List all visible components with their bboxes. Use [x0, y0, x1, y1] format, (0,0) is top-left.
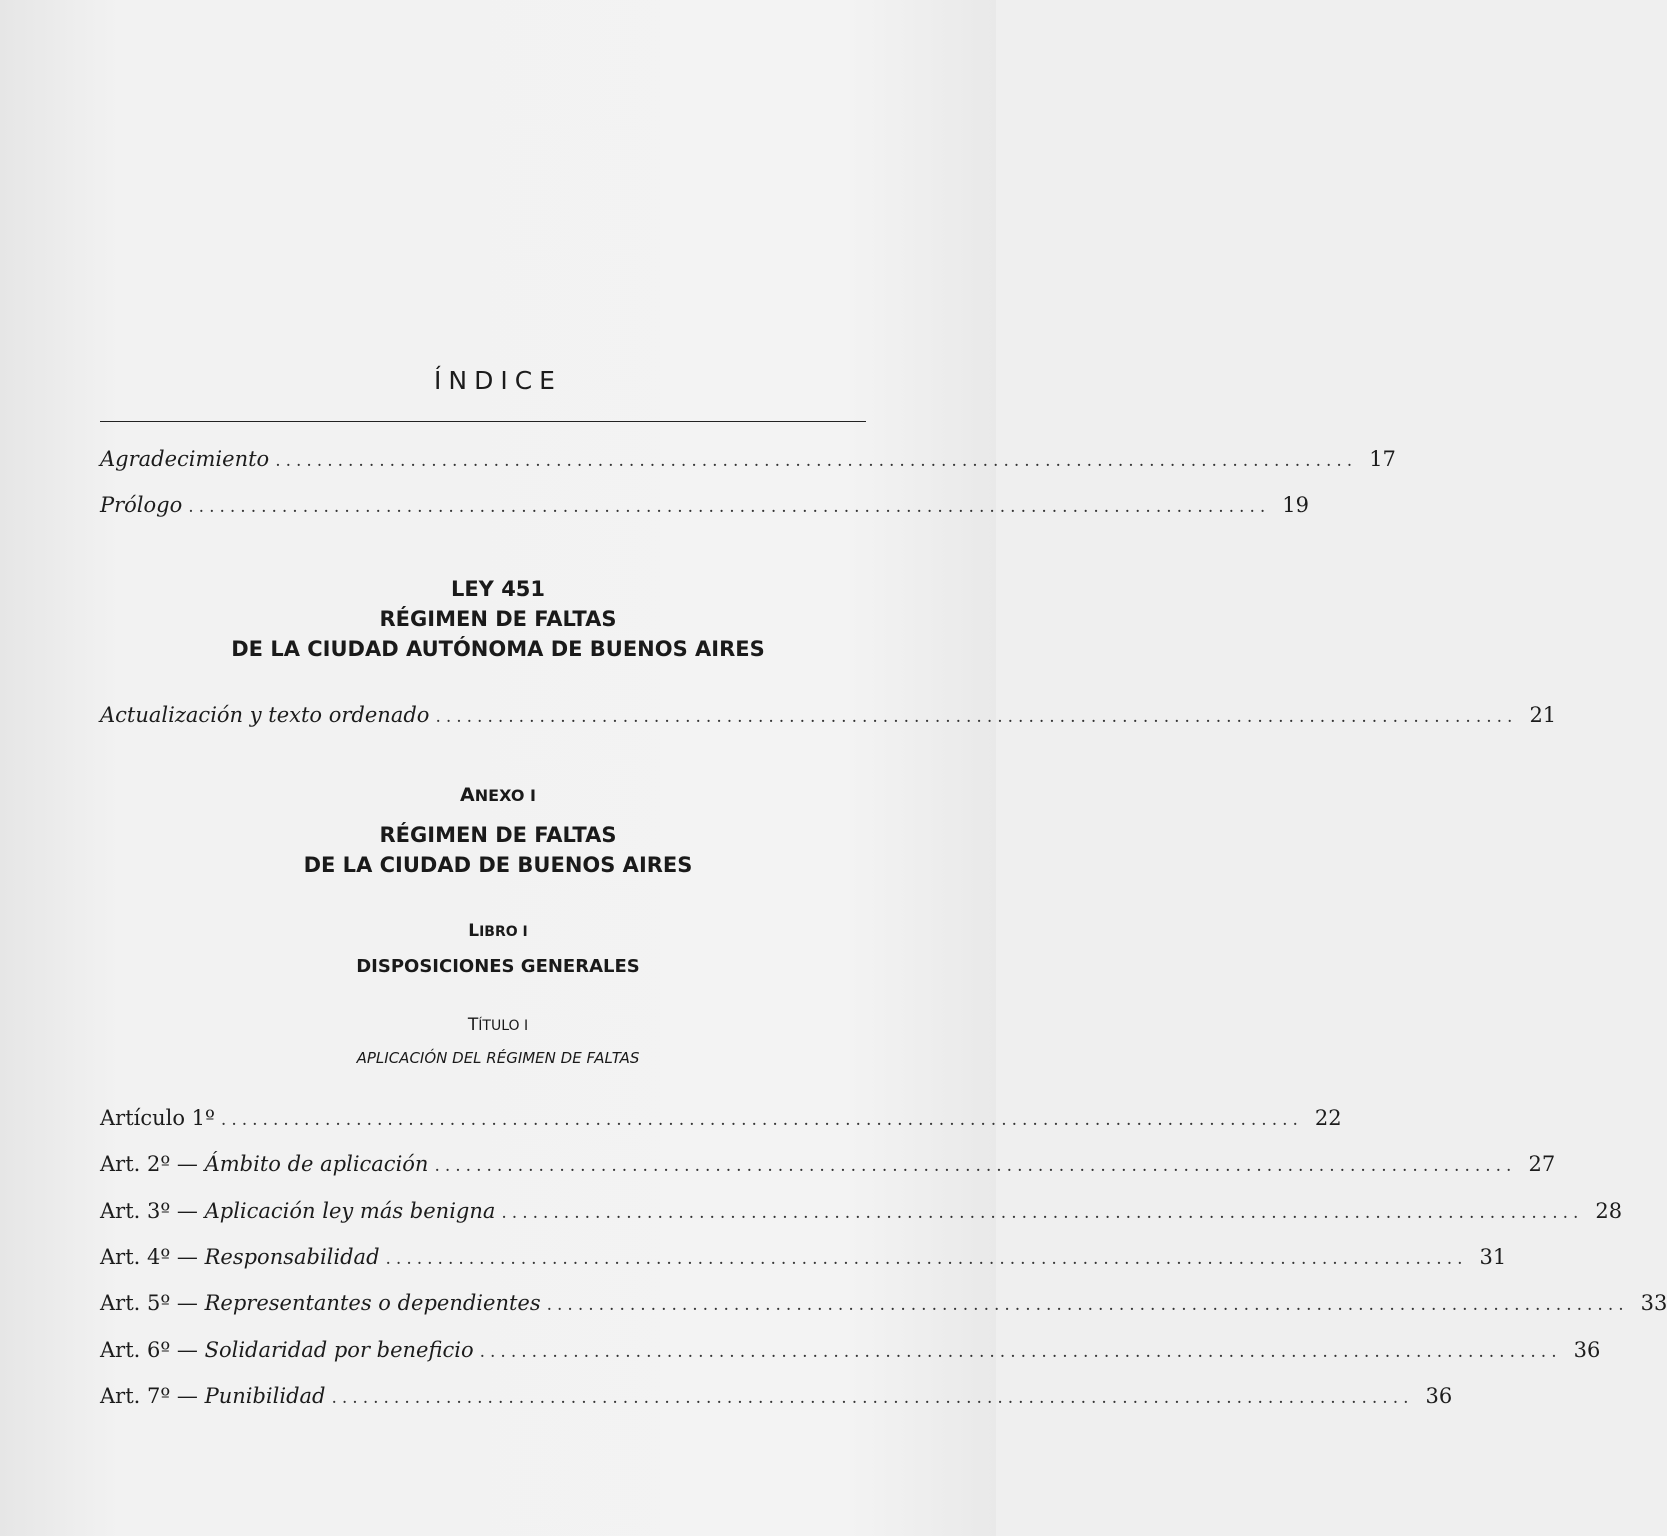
toc-page-number: 36 — [1573, 1338, 1601, 1362]
toc-entry-label: Agradecimiento — [100, 447, 270, 471]
article-prefix: Art. 3º — — [100, 1199, 205, 1223]
article-name: Punibilidad — [204, 1384, 326, 1408]
leader-dots: ........................................................................................................ — [435, 707, 1518, 727]
article-prefix: Art. 4º — — [100, 1245, 205, 1269]
toc-entry-actualizacion[interactable] — [100, 703, 1557, 737]
article-prefix: Art. 2º — — [100, 1152, 205, 1176]
toc-page-number: 31 — [1479, 1245, 1507, 1269]
toc-entry-article-6[interactable] — [100, 1338, 1601, 1372]
toc-page-number: 22 — [1314, 1106, 1342, 1130]
annex-subtitle-heading: DE LA CIUDAD DE BUENOS AIRES — [303, 853, 693, 877]
book-title-heading: DISPOSICIONES GENERALES — [356, 956, 640, 977]
article-name: Responsabilidad — [204, 1245, 380, 1269]
law-number-heading: LEY 451 — [450, 577, 546, 601]
toc-entry-agradecimiento[interactable] — [100, 447, 1396, 481]
toc-page-number: 28 — [1595, 1199, 1623, 1223]
law-subtitle-heading: DE LA CIUDAD AUTÓNOMA DE BUENOS AIRES — [231, 637, 765, 661]
article-name: Aplicación ley más benigna — [204, 1199, 496, 1223]
toc-entry-article-3[interactable] — [100, 1199, 1623, 1233]
law-title-heading: RÉGIMEN DE FALTAS — [379, 607, 617, 631]
article-name: Ámbito de aplicación — [204, 1152, 429, 1176]
leader-dots: ........................................................................................................ — [275, 451, 1358, 471]
toc-entry-article-7[interactable] — [100, 1384, 1453, 1418]
toc-entry-label: Prólogo — [100, 493, 183, 517]
article-name: Solidaridad por beneficio — [204, 1338, 474, 1362]
leader-dots: ........................................................................................................ — [479, 1342, 1562, 1362]
title-rule — [100, 421, 866, 422]
annex-title-heading: RÉGIMEN DE FALTAS — [379, 823, 617, 847]
toc-page-number: 36 — [1425, 1384, 1453, 1408]
toc-page-number: 17 — [1369, 447, 1396, 471]
article-prefix: Art. 6º — — [100, 1338, 205, 1362]
title-subtitle-heading: APLICACIÓN DEL RÉGIMEN DE FALTAS — [356, 1049, 640, 1067]
leader-dots: ........................................................................................................ — [434, 1156, 1517, 1176]
index-title: ÍNDICE — [434, 366, 562, 395]
toc-page-number: 27 — [1528, 1152, 1556, 1176]
article-name: Representantes o dependientes — [204, 1291, 541, 1315]
toc-page-number: 21 — [1529, 703, 1557, 727]
leader-dots: ........................................................................................................ — [220, 1110, 1303, 1130]
title-heading: TÍTULO I — [467, 1015, 529, 1035]
leader-dots: ........................................................................................................ — [546, 1295, 1629, 1315]
leader-dots: ........................................................................................................ — [331, 1388, 1414, 1408]
toc-page-number: 19 — [1282, 493, 1309, 517]
toc-entry-prologo[interactable] — [100, 493, 1309, 527]
article-prefix: Artículo 1º — [100, 1106, 215, 1130]
leader-dots: ........................................................................................................ — [385, 1249, 1468, 1269]
toc-entry-label: Actualización y texto ordenado — [100, 703, 430, 727]
leader-dots: ........................................................................................................ — [501, 1203, 1584, 1223]
article-prefix: Art. 5º — — [100, 1291, 205, 1315]
toc-entry-article-5[interactable] — [100, 1291, 1667, 1325]
article-prefix: Art. 7º — — [100, 1384, 205, 1408]
annex-heading: ANEXO I — [460, 784, 536, 806]
toc-entry-article-2[interactable] — [100, 1152, 1556, 1186]
leader-dots: ........................................................................................................ — [188, 497, 1271, 517]
toc-entry-article-1[interactable] — [100, 1106, 1342, 1140]
book-heading: LIBRO I — [468, 921, 528, 941]
toc-page-number: 33 — [1640, 1291, 1667, 1315]
toc-entry-article-4[interactable] — [100, 1245, 1507, 1279]
